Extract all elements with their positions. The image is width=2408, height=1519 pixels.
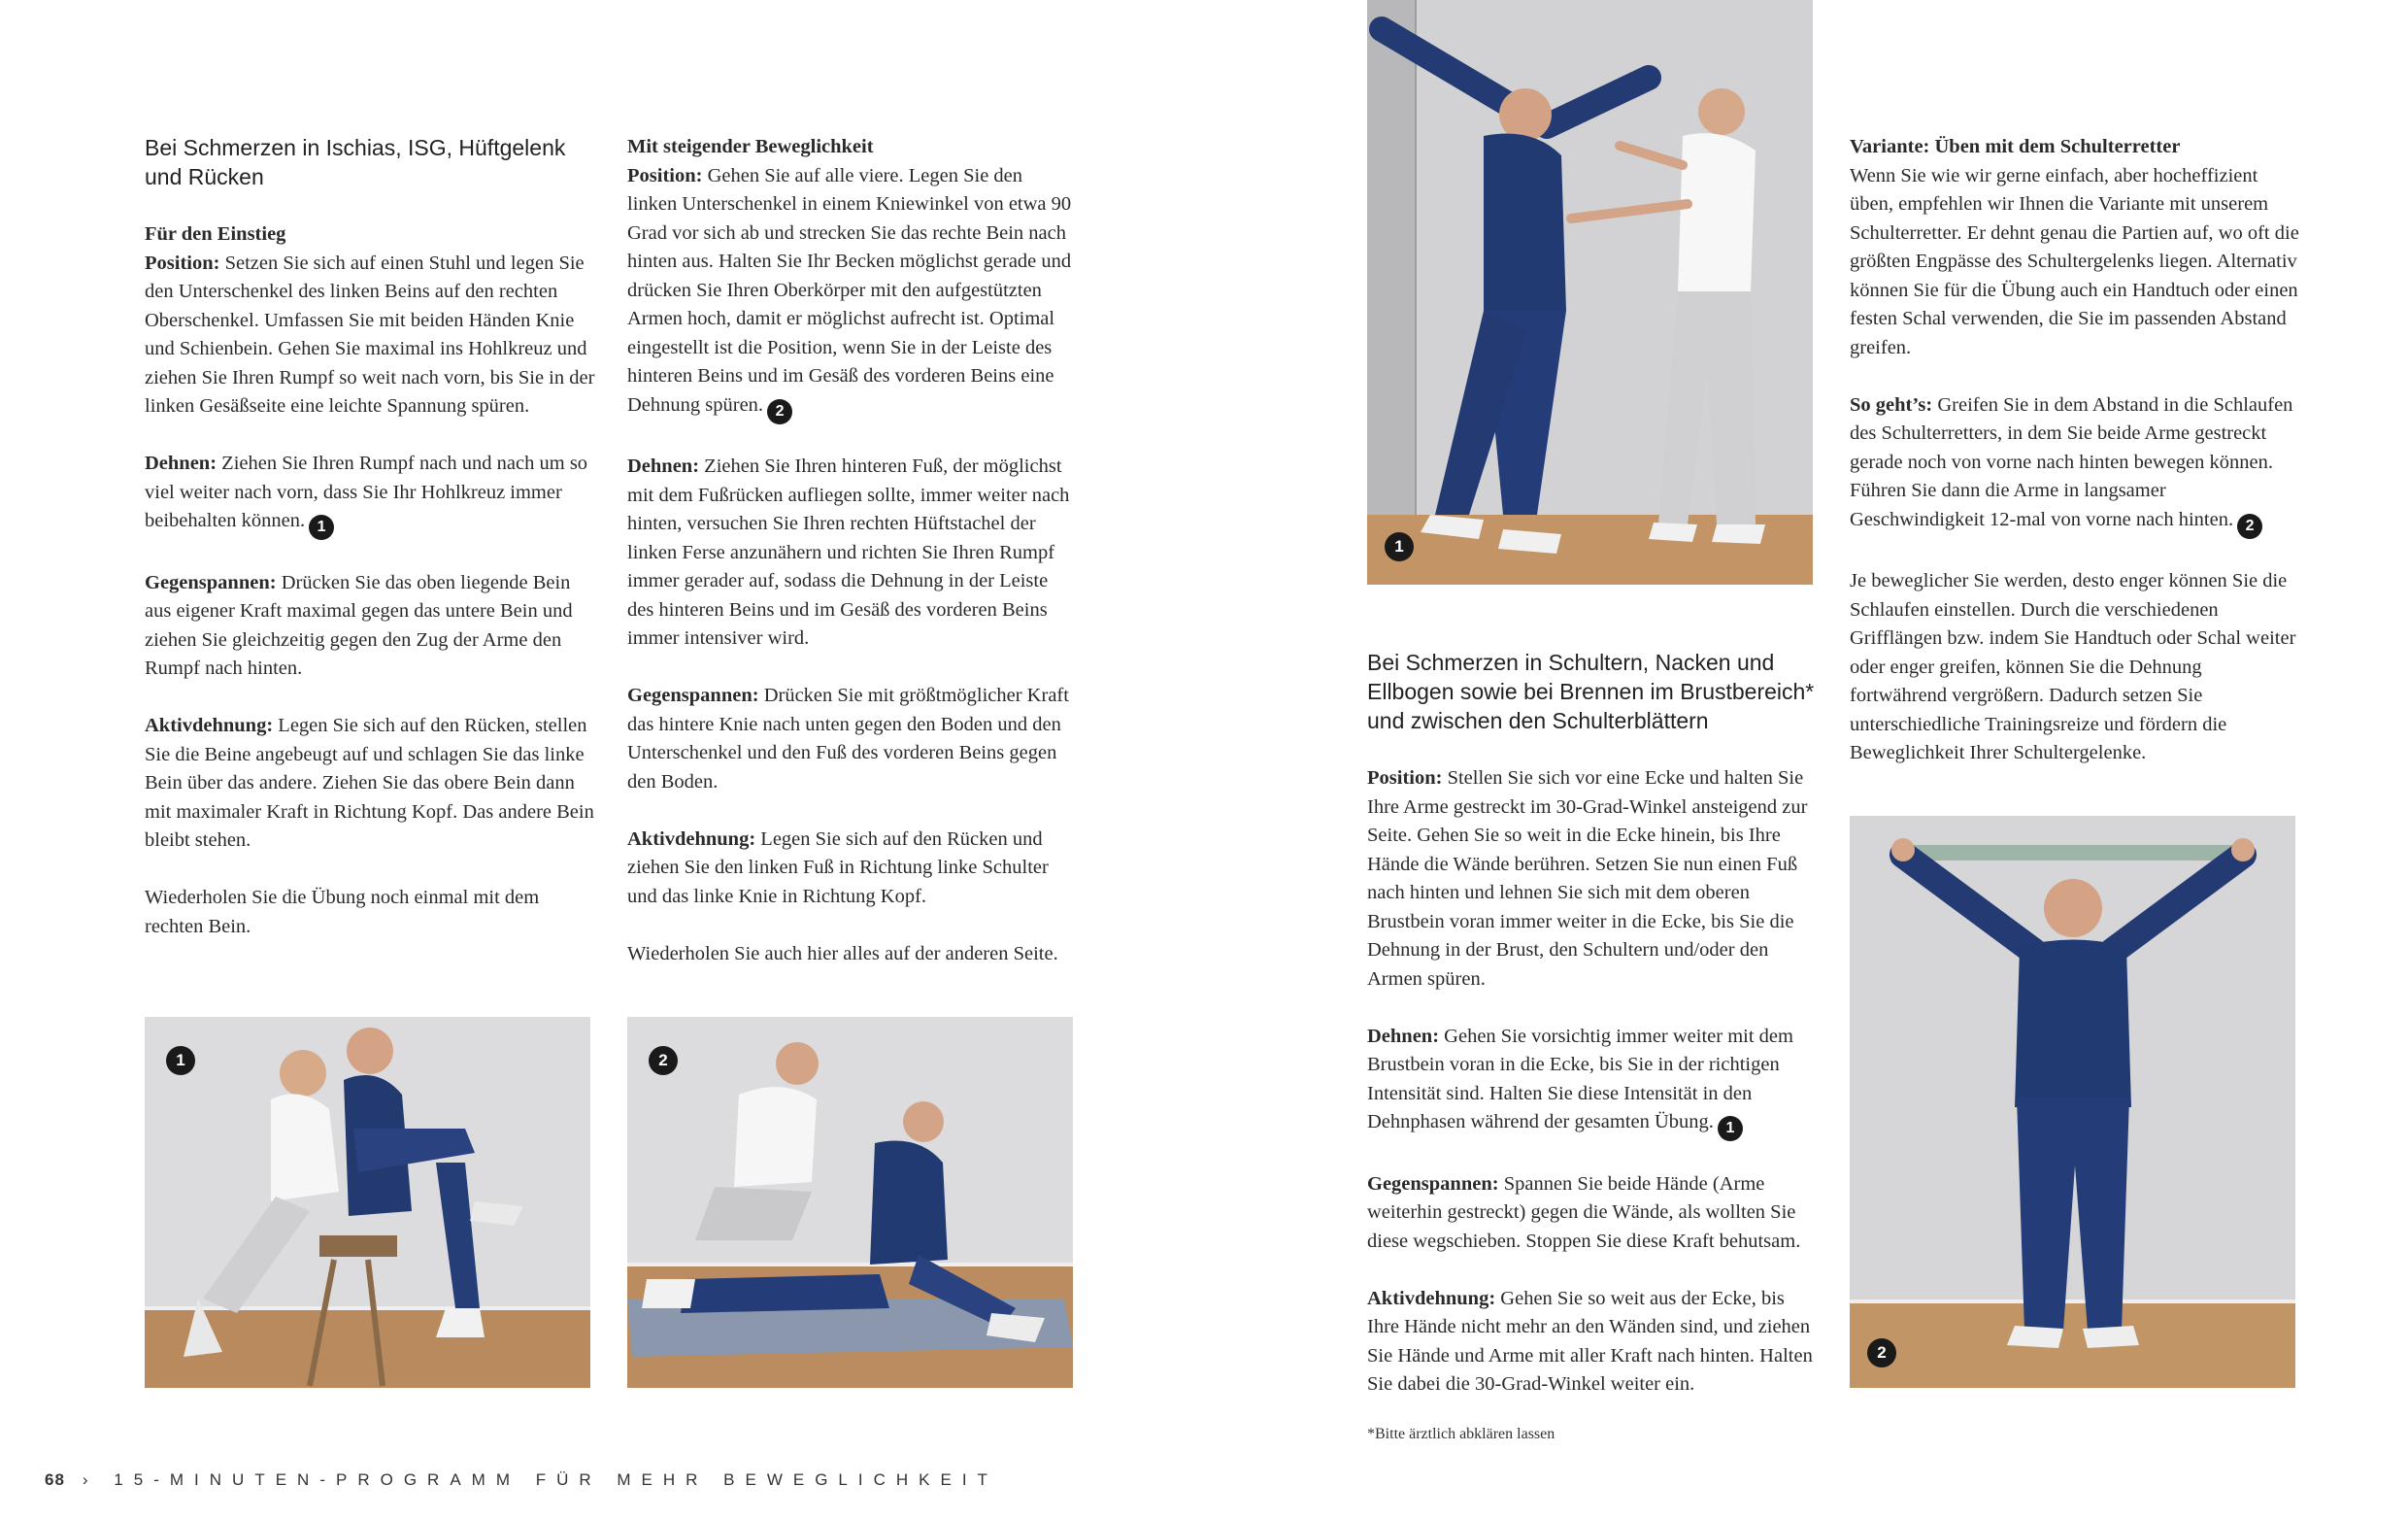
paragraph-position: Position: Gehen Sie auf alle viere. Legen Sie den linken Unterschenkel in einem Kniewinkel von etwa 90 Grad vor sich ab und strecken Sie das rechte Bein nach hinten aus. Halten Sie Ihr Becken möglichst gerade und drücken Sie Ihren Oberkörper mit den aufgestützten Armen hoch, damit er möglichst aufrecht ist. Optimal eingestellt ist die Position, wenn Sie in der Leiste des hinteren Beins und im Gesäß des vorderen Beins eine Dehnung spüren. 2 [627,162,1076,424]
photo-chair-stretch-image [145,1017,590,1388]
photo-floor-stretch-image [627,1017,1073,1388]
paragraph-position: Position: Setzen Sie sich auf einen Stuhl und legen Sie den Unterschenkel des linken Beins auf den rechten Oberschenkel. Umfassen Sie mit beiden Händen Knie und Schienbein. Gehen Sie maximal ins Hohlkreuz und ziehen Sie Ihren Rumpf so weit nach vorn, bis Sie in der linken Gesäßseite eine leichte Spannung spüren. [145,252,595,417]
photo-corner-stretch-image [1367,0,1813,585]
paragraph-gegenspannen: Gegenspannen: Spannen Sie beide Hände (Arme weiterhin gestreckt) gegen die Wände, als wollten Sie diese wegschieben. Stoppen Sie diese Kraft behutsam. [1367,1172,1801,1252]
step-badge: 2 [767,399,792,424]
page-number: 68 [45,1470,65,1489]
paragraph-dehnen: Dehnen: Ziehen Sie Ihren hinteren Fuß, der möglichst mit dem Fußrücken aufliegen sollte, immer weiter nach hinten, versuchen Sie Ihren rechten Hüftstachel der linken Ferse anzunähern und richten Sie Ihren Rumpf immer gerader auf, sodass die Dehnung in der Leiste des hinteren Beins und im Gesäß des vorderen Beins immer intensiver wird. [627,456,1070,649]
section-heading-schultern: Bei Schmerzen in Schultern, Nacken und Ellbogen sowie bei Brennen im Brustbereich* und zwischen den Schulterblättern [1367,650,1815,733]
paragraph-aktivdehnung: Aktivdehnung: Gehen Sie so weit aus der Ecke, bis Ihre Hände nicht mehr an den Wänden sind, und ziehen Sie Hände und Arme mit aller Kraft nach hinten. Halten Sie dabei die 30-Grad-Winkel weiter ein. [1367,1287,1813,1395]
paragraph-repeat: Wiederholen Sie die Übung noch einmal mit dem rechten Bein. [145,887,540,937]
paragraph-closing: Je beweglicher Sie werden, desto enger können Sie die Schlaufen einstellen. Durch die verschiedenen Grifflängen bzw. indem Sie Handtuch oder Schal weiter oder enger greifen, können Sie die Dehnung fortwährend vergrößern. Dadurch setzen Sie unterschiedliche Trainingsreize und fördern die Beweglichkeit Ihrer Schultergelenke. [1850,570,2296,763]
paragraph-repeat: Wiederholen Sie auch hier alles auf der anderen Seite. [627,942,1058,964]
photo-badge: 1 [1385,532,1414,561]
paragraph-variant: Wenn Sie wie wir gerne einfach, aber hocheffizient üben, empfehlen wir Ihnen die Variante mit unserem Schulterretter. Er dehnt genau die Partien auf, wo oft die größten Engpässe des Schultergelenks liegen. Alternativ können Sie für die Übung auch ein Handtuch oder einen festen Schal verwenden, die Sie im passenden Abstand greifen. [1850,164,2299,358]
photo-badge: 1 [166,1046,195,1075]
paragraph-gegenspannen: Gegenspannen: Drücken Sie das oben liegende Bein aus eigener Kraft maximal gegen das untere Bein und ziehen Sie gleichzeitig gegen den Zug der Arme den Rumpf nach hinten. [145,571,573,679]
left-column-2 [627,133,1076,997]
right-column-1 [1367,648,1818,1428]
photo-badge: 2 [1867,1338,1896,1367]
paragraph-aktivdehnung: Aktivdehnung: Legen Sie sich auf den Rücken, stellen Sie die Beine angebeugt auf und schlagen Sie das linke Bein über das andere. Ziehen Sie das obere Bein dann mit maximaler Kraft in Richtung Kopf. Das andere Bein bleibt stehen. [145,715,594,851]
subheading-beweglichkeit: Mit steigender Beweglichkeit [627,136,874,157]
paragraph-position: Position: Stellen Sie sich vor eine Ecke und halten Sie Ihre Arme gestreckt im 30-Grad-Winkel ansteigend zur Seite. Gehen Sie so weit in die Ecke hinein, bis Ihre Hände die Wände berühren. Setzen Sie nun einen Fuß nach hinten und lehnen Sie sich mit dem oberen Brustbein voran immer weiter in die Ecke, bis Sie die Dehnung in der Brust, den Schultern und/oder den Armen spüren. [1367,767,1808,990]
step-badge: 1 [309,515,334,540]
step-badge: 1 [1718,1116,1743,1141]
footnote: *Bitte ärztlich abklären lassen [1367,1426,1555,1442]
photo-floor-stretch [627,1017,1073,1388]
photo-badge: 2 [649,1046,678,1075]
photo-band-stretch [1850,816,2295,1388]
photo-chair-stretch [145,1017,590,1388]
page-footer [45,1470,998,1490]
running-title: › 15-MINUTEN-PROGRAMM FÜR MEHR BEWEGLICHKEIT [82,1470,998,1489]
section-heading-ischias: Bei Schmerzen in Ischias, ISG, Hüftgelenk und Rücken [145,135,566,189]
left-column-1 [145,133,595,970]
step-badge: 2 [2237,514,2262,539]
paragraph-gegenspannen: Gegenspannen: Drücken Sie mit größtmöglicher Kraft das hintere Knie nach unten gegen den Boden und den Unterschenkel und den Fuß des vorderen Beins gegen den Boden. [627,685,1069,793]
intro-label: Für den Einstieg [145,223,286,245]
paragraph-aktivdehnung: Aktivdehnung: Legen Sie sich auf den Rücken und ziehen Sie den linken Fuß in Richtung linke Schulter und das linke Knie in Richtung Kopf. [627,827,1049,907]
paragraph-dehnen: Dehnen: Gehen Sie vorsichtig immer weiter mit dem Brustbein voran in die Ecke, bis Sie in der richtigen Intensität sind. Halten Sie diese Intensität in den Dehnphasen während der gesamten Übung. 1 [1367,1023,1818,1142]
photo-band-stretch-image [1850,816,2295,1388]
variant-heading: Variante: Üben mit dem Schulterretter [1850,136,2181,157]
paragraph-dehnen: Dehnen: Ziehen Sie Ihren Rumpf nach und nach um so viel weiter nach vorn, dass Sie Ihr Hohlkreuz immer beibehalten können. 1 [145,450,595,540]
right-column-2 [1850,133,2300,796]
photo-corner-stretch [1367,0,1813,585]
paragraph-sogehts: So geht’s: Greifen Sie in dem Abstand in die Schlaufen des Schulterretters, in dem Sie beide Arme gestreckt gerade noch von vorne nach hinten bewegen können. Führen Sie dann die Arme in langsamer Geschwindigkeit 12-mal von vorne nach hinten. 2 [1850,391,2300,539]
